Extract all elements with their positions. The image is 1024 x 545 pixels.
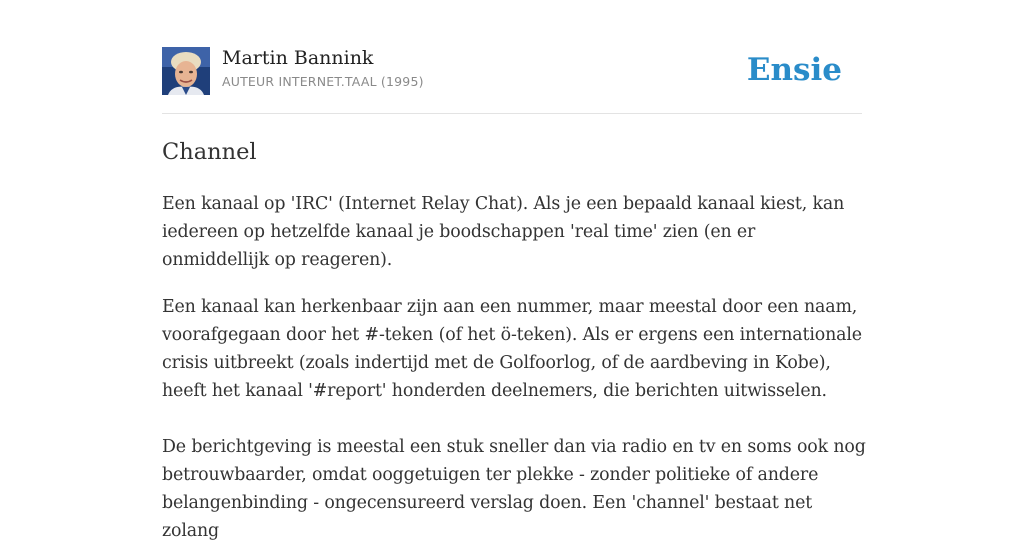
author-role: AUTEUR INTERNET.TAAL (1995) (222, 74, 424, 89)
author-name[interactable]: Martin Bannink (222, 47, 374, 69)
article-title: Channel (162, 139, 257, 165)
author-header (162, 46, 862, 96)
article-paragraph: De berichtgeving is meestal een stuk sneller dan via radio en tv en soms ook nog betrouwbaarder, omdat ooggetuigen ter plekke - zonder politieke of andere belangenbinding - ongecensureerd verslag doen. Een 'channel' bestaat net zolang (162, 437, 866, 541)
article-paragraph: Een kanaal kan herkenbaar zijn aan een nummer, maar meestal door een naam, voorafgegaan door het #-teken (of het ö-teken). Als er ergens een internationale crisis uitbreekt (zoals indertijd met de Golfoorlog, of de aardbeving in Kobe), heeft het kanaal '#report' honderden deelnemers, die berichten uitwisselen. (162, 297, 862, 401)
author-avatar[interactable] (162, 47, 210, 95)
brand-logo-link[interactable]: Ensie (746, 52, 842, 88)
author-avatar-photo-icon (162, 47, 210, 95)
article-paragraph: Een kanaal op 'IRC' (Internet Relay Chat). Als je een bepaald kanaal kiest, kan iedereen op hetzelfde kanaal je boodschappen 'real time' zien (en er onmiddellijk op reageren). (162, 194, 845, 270)
header-divider (162, 113, 862, 114)
